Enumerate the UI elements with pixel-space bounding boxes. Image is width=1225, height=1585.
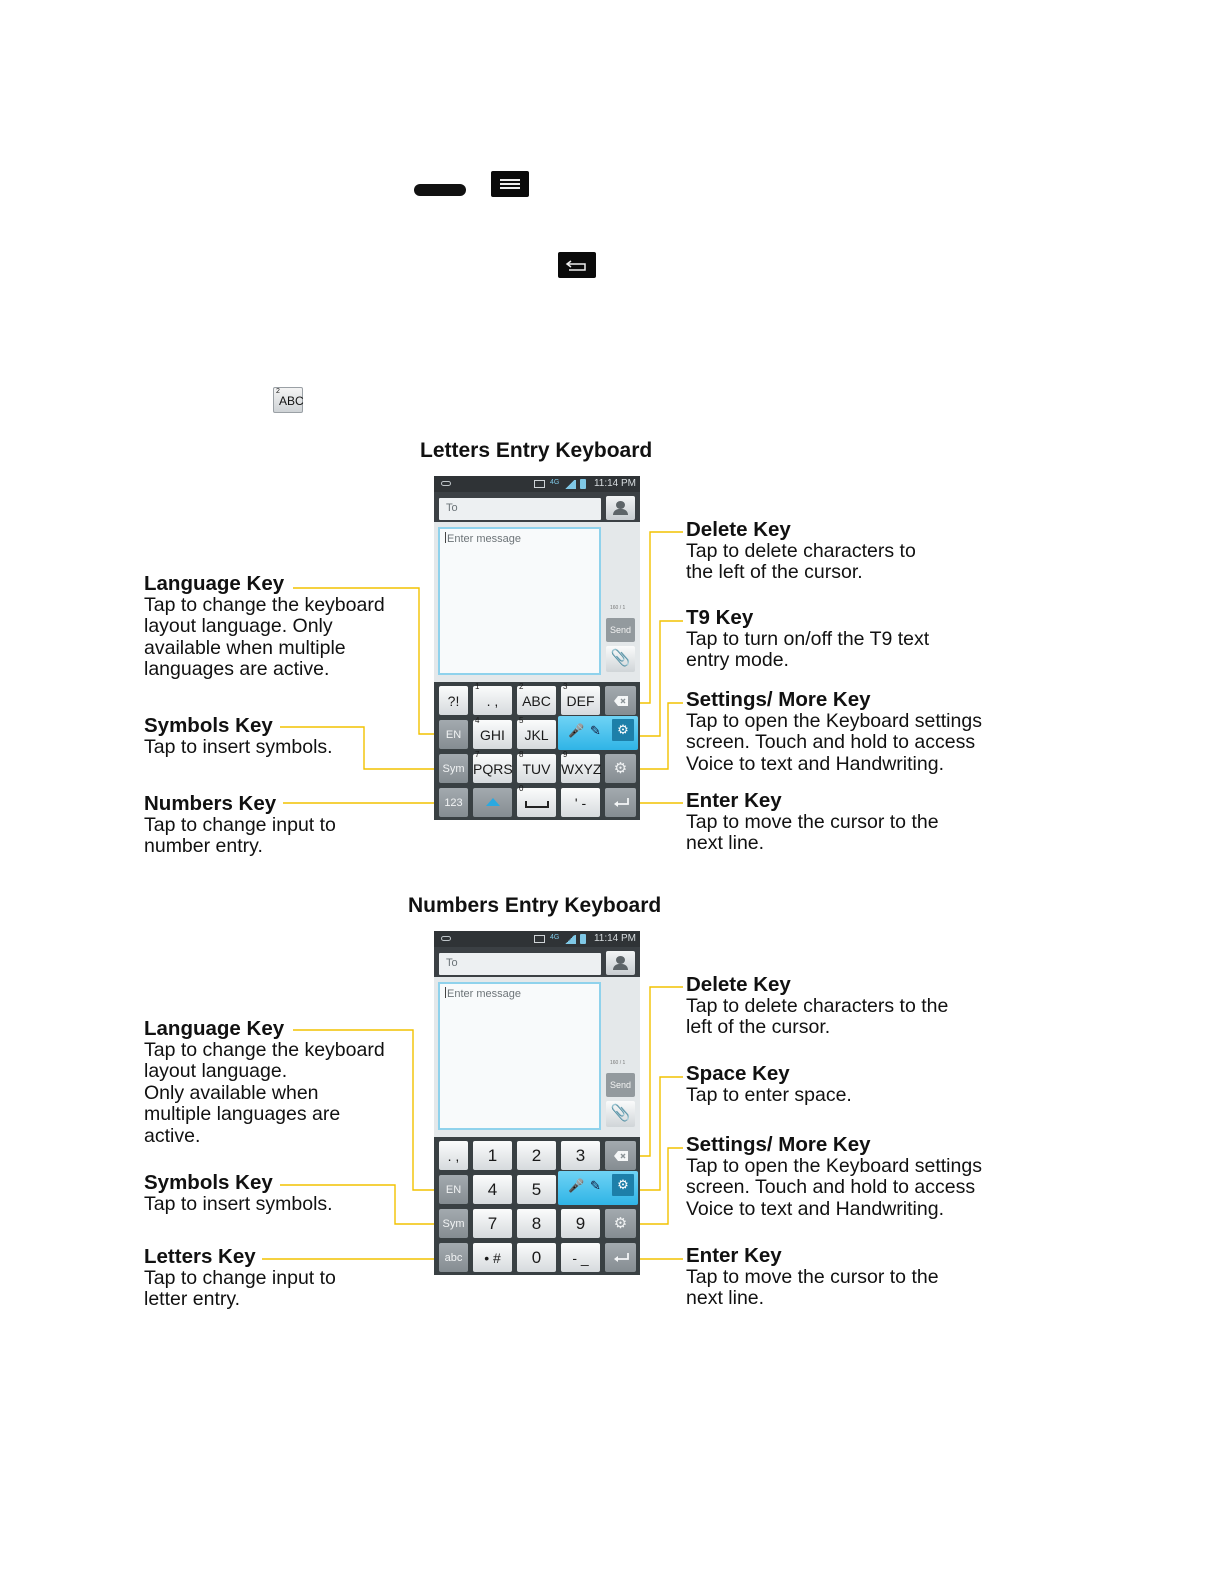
to-field[interactable]: To (439, 498, 601, 520)
numbers-key[interactable] (439, 788, 468, 817)
key-3[interactable] (561, 1141, 600, 1170)
callout-enter-letters (686, 790, 939, 855)
callout-enter-numbers (686, 1245, 939, 1310)
callout-desc: Tap to turn on/off the T9 text entry mode. (686, 627, 930, 672)
t9-key[interactable] (558, 716, 638, 750)
key-label: 9 (575, 1214, 586, 1233)
key-label: 5 (531, 1180, 542, 1199)
key-label: 2 (531, 1146, 542, 1165)
battery-icon (580, 479, 586, 489)
callout-title: Settings/ More Key (686, 688, 871, 711)
leader-t9-letters (637, 621, 683, 736)
callout-desc: Tap to enter space. (686, 1083, 852, 1106)
language-key[interactable] (439, 720, 468, 749)
symbols-key[interactable] (439, 1209, 468, 1238)
callout-title: Space Key (686, 1062, 790, 1085)
key-9[interactable] (561, 750, 602, 783)
abc-key-label: ABC (279, 394, 304, 408)
abc-key-number: 2 (276, 388, 280, 395)
settings-key[interactable] (605, 1209, 636, 1238)
key-label: ?! (447, 693, 460, 709)
callout-title: Letters Key (144, 1245, 256, 1268)
battery-icon (580, 934, 586, 944)
send-button[interactable]: Send (606, 1073, 635, 1097)
punct-key[interactable] (561, 788, 600, 817)
key-label: . , (486, 693, 499, 709)
enter-key[interactable] (605, 1243, 636, 1272)
char-counter: 160 / 1 (610, 1060, 626, 1066)
key-sup: 2 (519, 682, 524, 691)
numbers-section-title: Numbers Entry Keyboard (408, 894, 662, 917)
status-time: 11:14 PM (593, 478, 636, 489)
key-label: 7 (487, 1214, 498, 1233)
callout-language-letters (144, 573, 385, 681)
callout-space-numbers (686, 1063, 852, 1106)
network-4g-icon: 4G (550, 934, 560, 941)
key-sup: 4 (475, 716, 480, 725)
key-sup: 3 (563, 682, 568, 691)
key-label: • # (484, 1250, 501, 1266)
screenshot-icon (534, 935, 545, 943)
callout-title: Delete Key (686, 973, 791, 996)
attach-icon[interactable]: 📎 (606, 646, 635, 672)
leader-delete-numbers (634, 987, 683, 1156)
screenshot-icon (534, 480, 545, 488)
callout-letters-numbers (144, 1246, 336, 1311)
delete-icon (613, 1150, 629, 1162)
attach-icon[interactable]: 📎 (606, 1101, 635, 1127)
callout-desc: Tap to change input to number entry. (144, 813, 336, 858)
gear-icon: ⚙ (612, 1174, 634, 1196)
callout-desc: Tap to open the Keyboard settings screen. Touch and hold to access Voice to text and Handwriting. (686, 709, 982, 775)
key-symbols-hash[interactable] (473, 1243, 512, 1272)
signal-icon (564, 480, 576, 489)
language-key[interactable] (439, 1175, 468, 1204)
callout-title: Enter Key (686, 1244, 782, 1267)
key-3[interactable] (561, 682, 600, 715)
space-key[interactable] (517, 784, 556, 817)
key-label: DEF (566, 693, 595, 709)
callout-desc: Tap to change input to letter entry. (144, 1266, 336, 1311)
key-7[interactable] (473, 1209, 512, 1238)
key-label: 1 (487, 1146, 498, 1165)
callout-title: T9 Key (686, 606, 754, 629)
key-label: . , (447, 1148, 460, 1164)
key-label: 0 (531, 1248, 542, 1267)
enter-key[interactable] (605, 788, 636, 817)
callout-desc: Tap to move the cursor to the next line. (686, 1265, 939, 1310)
callout-title: Settings/ More Key (686, 1133, 871, 1156)
key-sup: 7 (475, 750, 480, 759)
callout-settings-letters (686, 689, 982, 775)
key-label: TUV (522, 761, 551, 777)
key-sup: 1 (475, 682, 480, 691)
key-sup: 5 (519, 716, 524, 725)
microphone-icon: 🎤 (568, 723, 585, 738)
callout-desc: Tap to insert symbols. (144, 735, 333, 758)
key-label: ABC (522, 693, 551, 709)
microphone-icon: 🎤 (568, 1178, 585, 1193)
gear-icon: ⚙ (612, 719, 634, 741)
key-label: EN (445, 729, 462, 741)
status-bar (434, 931, 640, 947)
leader-delete-letters (634, 532, 683, 703)
key-label: - _ (572, 1250, 589, 1266)
contact-icon[interactable] (606, 951, 635, 975)
callout-desc: Tap to insert symbols. (144, 1192, 333, 1215)
status-time: 11:14 PM (593, 933, 636, 944)
letters-phone-screenshot (434, 476, 640, 820)
space-icon (525, 801, 549, 808)
enter-icon (612, 1252, 630, 1264)
signal-icon (564, 935, 576, 944)
key-8[interactable] (517, 1209, 556, 1238)
callout-symbols-numbers (144, 1172, 333, 1215)
settings-key[interactable] (605, 754, 636, 783)
callout-delete-numbers (686, 974, 948, 1039)
callout-title: Numbers Key (144, 792, 277, 815)
key-punctuation[interactable] (439, 1141, 468, 1170)
message-input[interactable] (438, 982, 601, 1130)
key-label: 3 (575, 1146, 586, 1165)
callout-desc: Tap to move the cursor to the next line. (686, 810, 939, 855)
callout-symbols-letters (144, 715, 333, 758)
key-label: PQRS (473, 761, 513, 777)
callout-title: Language Key (144, 572, 285, 595)
callout-desc: Tap to delete characters to the left of the cursor. (686, 539, 916, 584)
key-9[interactable] (561, 1209, 600, 1238)
to-field[interactable]: To (439, 953, 601, 975)
callout-title: Symbols Key (144, 1171, 273, 1194)
letters-section-title: Letters Entry Keyboard (420, 439, 653, 462)
callout-desc: Tap to change the keyboard layout language. Only available when multiple languages are active. (144, 593, 385, 681)
key-label: 123 (444, 797, 463, 809)
callout-desc: Tap to delete characters to the left of the cursor. (686, 994, 949, 1039)
delete-key[interactable] (605, 686, 636, 715)
key-7[interactable] (473, 750, 513, 783)
voice-handwriting-key[interactable] (558, 1171, 638, 1205)
key-label: 4 (487, 1180, 498, 1199)
leader-space-numbers (637, 1077, 683, 1190)
gear-icon: ⚙ (613, 760, 628, 777)
key-sup: 8 (519, 750, 524, 759)
key-label: Sym (442, 1218, 465, 1230)
key-0[interactable] (517, 1243, 556, 1272)
key-1[interactable] (473, 1141, 512, 1170)
key-label: JKL (524, 727, 549, 743)
key-label: Sym (442, 763, 465, 775)
key-5[interactable] (517, 1175, 556, 1204)
key-label: WXYZ (561, 761, 602, 777)
callout-desc: Tap to open the Keyboard settings screen. Touch and hold to access Voice to text and Handwriting. (686, 1154, 982, 1220)
shift-arrow-icon (486, 798, 500, 806)
notification-icon (441, 936, 451, 941)
callout-delete-letters (686, 519, 916, 584)
message-input[interactable] (438, 527, 601, 675)
contact-icon[interactable] (606, 496, 635, 520)
callout-title: Enter Key (686, 789, 782, 812)
callout-title: Language Key (144, 1017, 285, 1040)
key-sup: 9 (563, 750, 568, 759)
key-punctuation[interactable] (439, 686, 468, 715)
message-placeholder: Enter message (447, 988, 521, 1000)
symbols-key[interactable] (439, 754, 468, 783)
pen-icon: ✎ (590, 723, 601, 738)
key-label: EN (445, 1184, 462, 1196)
key-label: GHI (480, 727, 505, 743)
gear-icon: ⚙ (613, 1215, 628, 1232)
key-sup: 0 (519, 784, 524, 793)
key-dash[interactable] (561, 1243, 600, 1272)
key-label: 8 (531, 1214, 542, 1233)
key-2[interactable] (517, 1141, 556, 1170)
notification-icon (441, 481, 451, 486)
numbers-phone-screenshot (434, 931, 640, 1275)
enter-icon (612, 797, 630, 809)
key-4[interactable] (473, 1175, 512, 1204)
key-label: ' - (574, 795, 587, 811)
callout-numbers-letters (144, 793, 336, 858)
delete-key[interactable] (605, 1141, 636, 1170)
status-bar (434, 476, 640, 492)
callout-settings-numbers (686, 1134, 982, 1220)
key-label: abc (444, 1252, 463, 1264)
callout-desc: Tap to change the keyboard layout language. Only available when multiple languages are active. (144, 1038, 385, 1147)
delete-icon (613, 695, 629, 707)
send-button[interactable]: Send (606, 618, 635, 642)
callout-t9-letters (686, 607, 929, 672)
char-counter: 160 / 1 (610, 605, 626, 611)
callout-title: Symbols Key (144, 714, 273, 737)
shift-key[interactable] (473, 788, 512, 817)
callout-title: Delete Key (686, 518, 791, 541)
network-4g-icon: 4G (550, 479, 560, 486)
message-placeholder: Enter message (447, 533, 521, 545)
pen-icon: ✎ (590, 1178, 601, 1193)
letters-key[interactable] (439, 1243, 468, 1272)
callout-language-numbers (144, 1018, 385, 1148)
